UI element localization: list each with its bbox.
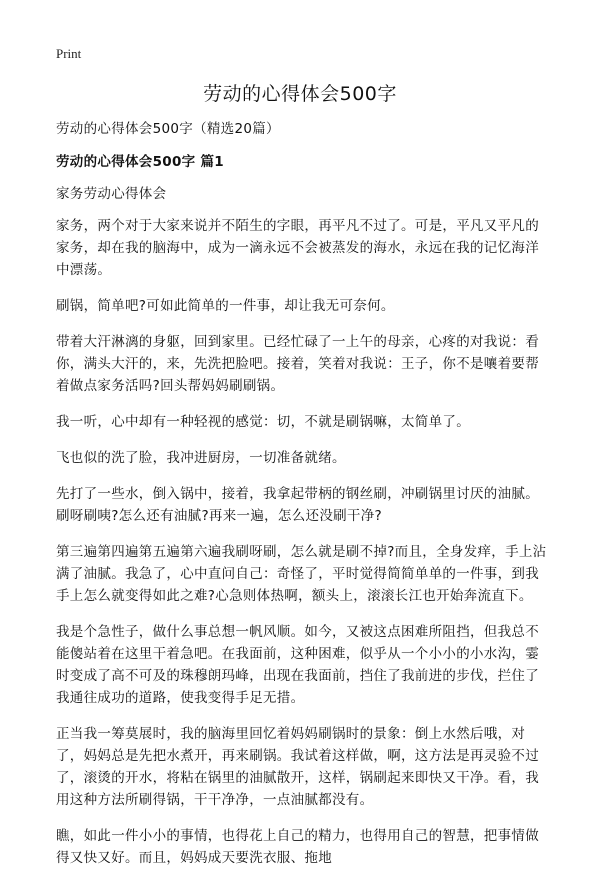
paragraph: 飞也似的洗了脸，我冲进厨房，一切准备就绪。 xyxy=(56,450,346,466)
paragraph: 瞧，如此一件小小的事情，也得花上自己的精力，也得用自己的智慧，把事情做得又快又好。而且，妈妈成天要洗衣服、拖地 xyxy=(56,828,539,866)
paragraph: 第三遍第四遍第五遍第六遍我刷呀刷，怎么就是刷不掉?而且，全身发痒，手上沾满了油腻。我急了，心中直问自己：奇怪了，平时觉得简简单单的一件事，到我手上怎么就变得如此之难?心急则体热啊，额头上，滚滚长江也开始奔流直下。 xyxy=(56,544,547,604)
paragraph: 带着大汗淋漓的身躯，回到家里。已经忙碌了一上午的母亲，心疼的对我说：看你，满头大汗的，来，先洗把脸吧。接着，笑着对我说：王子，你不是嚷着要帮着做点家务活吗?回头帮妈妈刷刷锅。 xyxy=(56,334,539,394)
section-subheading: 家务劳动心得体会 xyxy=(56,186,167,202)
section-heading: 劳动的心得体会500字 篇1 xyxy=(56,154,224,170)
paragraph: 我一听，心中却有一种轻视的感觉：切，不就是刷锅嘛，太简单了。 xyxy=(56,414,470,430)
paragraph: 先打了一些水，倒入锅中，接着，我拿起带柄的钢丝刷，冲刷锅里讨厌的油腻。刷呀刷咦?怎么还有油腻?再来一遍，怎么还没刷干净? xyxy=(56,486,539,524)
article-subtitle: 劳动的心得体会500字（精选20篇） xyxy=(56,121,280,137)
print-link[interactable]: Print xyxy=(56,46,82,61)
paragraph: 家务，两个对于大家来说并不陌生的字眼，再平凡不过了。可是，平凡又平凡的家务，却在我的脑海中，成为一滴永远不会被蒸发的海水，永远在我的记忆海洋中漂荡。 xyxy=(56,218,539,278)
paragraph: 我是个急性子，做什么事总想一帆风顺。如今，又被这点困难所阻挡，但我总不能傻站着在这里干着急吧。在我面前，这种困难，似乎从一个小小的小水沟，霎时变成了高不可及的珠穆朗玛峰，出现在我面前，挡住了我前进的步伐，拦住了我通往成功的道路，使我变得手足无措。 xyxy=(56,624,539,706)
paragraph: 刷锅，简单吧?可如此简单的一件事，却让我无可奈何。 xyxy=(56,298,395,314)
page-title: 劳动的心得体会500字 xyxy=(203,83,397,105)
article-body xyxy=(56,118,552,883)
paragraph: 正当我一筹莫展时，我的脑海里回忆着妈妈刷锅时的景象：倒上水然后哦，对了，妈妈总是先把水煮开，再来刷锅。我试着这样做，啊，这方法是再灵验不过了，滚烫的开水，将粘在锅里的油腻散开，这样，锅刷起来即快又干净。看，我用这种方法所刷得锅，干干净净，一点油腻都没有。 xyxy=(56,726,539,808)
